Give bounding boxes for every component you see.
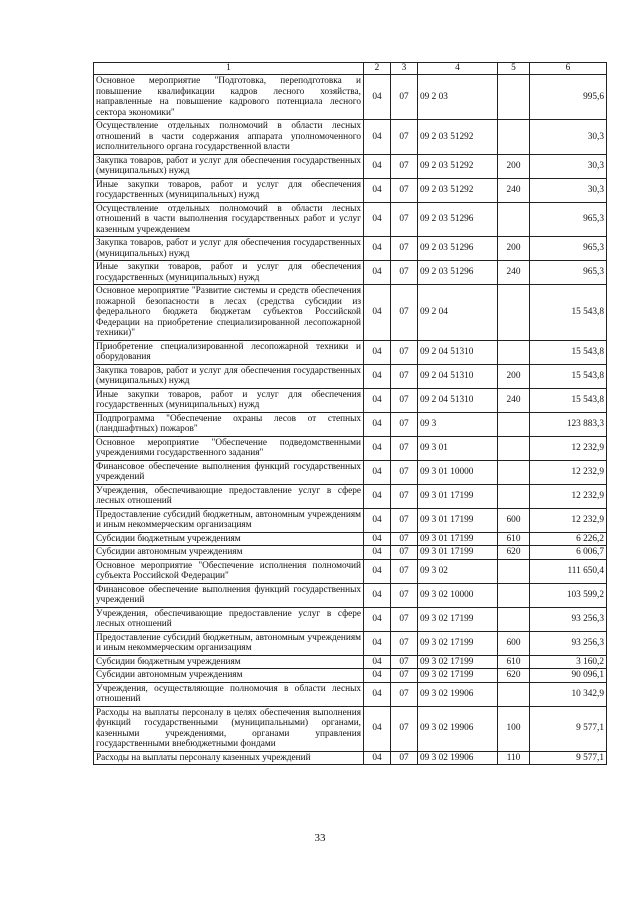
table-row: [94, 261, 607, 285]
table-row: [94, 154, 607, 178]
row-section-cell: 04: [364, 559, 391, 583]
row-amount-cell: 30,3: [530, 120, 607, 155]
table-row: [94, 364, 607, 388]
row-target-article-cell: 09 3 01 17199: [418, 484, 498, 508]
row-subsection-cell: 07: [391, 202, 418, 237]
table-row: [94, 546, 607, 560]
table-row: [94, 436, 607, 460]
row-name-cell: Учреждения, обеспечивающие предоставление услуг в сфере лесных отношений: [94, 607, 364, 631]
row-section-cell: 04: [364, 669, 391, 683]
row-expense-type-cell: 240: [498, 388, 530, 412]
row-target-article-cell: 09 3 01: [418, 436, 498, 460]
row-name-cell: Основное мероприятие "Развитие системы и средств обеспечения пожарной безопасности в лесах (средства субсидии из федерального бюджета бюджетам субъектов Российской Федерации на приобретение специализированной лесопожарной техники)": [94, 285, 364, 341]
row-section-cell: 04: [364, 202, 391, 237]
table-row: [94, 120, 607, 155]
row-target-article-cell: 09 3 02 17199: [418, 607, 498, 631]
row-subsection-cell: 07: [391, 546, 418, 560]
row-amount-cell: 15 543,8: [530, 388, 607, 412]
row-amount-cell: 3 160,2: [530, 655, 607, 669]
row-amount-cell: 965,3: [530, 261, 607, 285]
table-row: [94, 583, 607, 607]
row-target-article-cell: 09 3 02 17199: [418, 631, 498, 655]
row-amount-cell: 111 650,4: [530, 559, 607, 583]
row-target-article-cell: 09 3 01 17199: [418, 532, 498, 546]
row-amount-cell: 93 256,3: [530, 607, 607, 631]
row-section-cell: 04: [364, 412, 391, 436]
row-section-cell: 04: [364, 655, 391, 669]
row-name-cell: Закупка товаров, работ и услуг для обеспечения государственных (муниципальных) нужд: [94, 154, 364, 178]
row-target-article-cell: 09 3 02 17199: [418, 669, 498, 683]
row-amount-cell: 995,6: [530, 75, 607, 120]
budget-table: [93, 62, 607, 765]
row-name-cell: Субсидии бюджетным учреждениям: [94, 532, 364, 546]
row-expense-type-cell: [498, 682, 530, 706]
row-target-article-cell: 09 2 04 51310: [418, 364, 498, 388]
table-row: [94, 340, 607, 364]
row-expense-type-cell: [498, 559, 530, 583]
row-amount-cell: 12 232,9: [530, 436, 607, 460]
row-name-cell: Иные закупки товаров, работ и услуг для обеспечения государственных (муниципальных) нужд: [94, 178, 364, 202]
row-subsection-cell: 07: [391, 484, 418, 508]
row-section-cell: 04: [364, 682, 391, 706]
row-amount-cell: 15 543,8: [530, 340, 607, 364]
table-row: [94, 669, 607, 683]
row-amount-cell: 9 577,1: [530, 706, 607, 751]
row-target-article-cell: 09 3 02 17199: [418, 655, 498, 669]
row-target-article-cell: 09 2 03 51296: [418, 202, 498, 237]
row-subsection-cell: 07: [391, 178, 418, 202]
row-expense-type-cell: [498, 412, 530, 436]
table-row: [94, 202, 607, 237]
row-name-cell: Закупка товаров, работ и услуг для обеспечения государственных (муниципальных) нужд: [94, 364, 364, 388]
row-name-cell: Приобретение специализированной лесопожарной техники и оборудования: [94, 340, 364, 364]
row-expense-type-cell: [498, 202, 530, 237]
row-expense-type-cell: 200: [498, 237, 530, 261]
row-expense-type-cell: [498, 340, 530, 364]
row-name-cell: Субсидии автономным учреждениям: [94, 669, 364, 683]
row-amount-cell: 12 232,9: [530, 460, 607, 484]
row-amount-cell: 10 342,9: [530, 682, 607, 706]
row-amount-cell: 90 096,1: [530, 669, 607, 683]
row-name-cell: Субсидии бюджетным учреждениям: [94, 655, 364, 669]
row-subsection-cell: 07: [391, 607, 418, 631]
table-row: [94, 631, 607, 655]
row-name-cell: Закупка товаров, работ и услуг для обеспечения государственных (муниципальных) нужд: [94, 237, 364, 261]
table-row: [94, 285, 607, 341]
row-expense-type-cell: 620: [498, 546, 530, 560]
col-header-4: 4: [418, 63, 498, 75]
table-row: [94, 484, 607, 508]
row-expense-type-cell: [498, 436, 530, 460]
row-amount-cell: 12 232,9: [530, 484, 607, 508]
row-section-cell: 04: [364, 583, 391, 607]
row-name-cell: Расходы на выплаты персоналу в целях обеспечения выполнения функций государственными (муниципальными) органами, казенными учреждениями, органами управления государственными внебюджетными фондами: [94, 706, 364, 751]
table-row: [94, 559, 607, 583]
row-subsection-cell: 07: [391, 364, 418, 388]
row-target-article-cell: 09 2 03 51292: [418, 178, 498, 202]
row-target-article-cell: 09 3 02 19906: [418, 682, 498, 706]
row-amount-cell: 15 543,8: [530, 364, 607, 388]
row-section-cell: 04: [364, 364, 391, 388]
row-expense-type-cell: [498, 460, 530, 484]
row-section-cell: 04: [364, 484, 391, 508]
table-row: [94, 682, 607, 706]
table-row: [94, 508, 607, 532]
row-target-article-cell: 09 3 02 19906: [418, 751, 498, 765]
row-section-cell: 04: [364, 607, 391, 631]
row-expense-type-cell: [498, 583, 530, 607]
col-header-2: 2: [364, 63, 391, 75]
row-target-article-cell: 09 3: [418, 412, 498, 436]
row-target-article-cell: 09 3 02 19906: [418, 706, 498, 751]
row-expense-type-cell: 600: [498, 631, 530, 655]
row-target-article-cell: 09 3 01 10000: [418, 460, 498, 484]
row-name-cell: Основное мероприятие "Подготовка, переподготовка и повышение квалификации кадров лесного хозяйства, направленные на повышение кадрового потенциала лесного сектора экономики": [94, 75, 364, 120]
row-expense-type-cell: 610: [498, 532, 530, 546]
row-target-article-cell: 09 3 02 10000: [418, 583, 498, 607]
row-name-cell: Предоставление субсидий бюджетным, автономным учреждениям и иным некоммерческим организациям: [94, 631, 364, 655]
row-target-article-cell: 09 3 01 17199: [418, 508, 498, 532]
row-name-cell: Субсидии автономным учреждениям: [94, 546, 364, 560]
col-header-1: 1: [94, 63, 364, 75]
row-subsection-cell: 07: [391, 682, 418, 706]
row-amount-cell: 30,3: [530, 154, 607, 178]
row-section-cell: 04: [364, 706, 391, 751]
row-subsection-cell: 07: [391, 436, 418, 460]
row-subsection-cell: 07: [391, 460, 418, 484]
row-amount-cell: 965,3: [530, 202, 607, 237]
row-target-article-cell: 09 2 03: [418, 75, 498, 120]
table-row: [94, 655, 607, 669]
table-header-row: [94, 63, 607, 75]
row-subsection-cell: 07: [391, 559, 418, 583]
row-subsection-cell: 07: [391, 261, 418, 285]
row-section-cell: 04: [364, 178, 391, 202]
row-section-cell: 04: [364, 75, 391, 120]
row-name-cell: Подпрограмма "Обеспечение охраны лесов от степных (ландшафтных) пожаров": [94, 412, 364, 436]
row-section-cell: 04: [364, 285, 391, 341]
table-row: [94, 388, 607, 412]
table-row: [94, 706, 607, 751]
row-target-article-cell: 09 2 03 51296: [418, 261, 498, 285]
row-section-cell: 04: [364, 436, 391, 460]
row-subsection-cell: 07: [391, 388, 418, 412]
row-amount-cell: 123 883,3: [530, 412, 607, 436]
row-subsection-cell: 07: [391, 154, 418, 178]
row-amount-cell: 30,3: [530, 178, 607, 202]
table-row: [94, 412, 607, 436]
row-subsection-cell: 07: [391, 412, 418, 436]
row-amount-cell: 6 226,2: [530, 532, 607, 546]
row-section-cell: 04: [364, 154, 391, 178]
row-section-cell: 04: [364, 508, 391, 532]
row-name-cell: Учреждения, осуществляющие полномочия в области лесных отношений: [94, 682, 364, 706]
row-expense-type-cell: [498, 607, 530, 631]
row-amount-cell: 15 543,8: [530, 285, 607, 341]
row-section-cell: 04: [364, 751, 391, 765]
table-row: [94, 607, 607, 631]
row-subsection-cell: 07: [391, 75, 418, 120]
row-subsection-cell: 07: [391, 237, 418, 261]
row-amount-cell: 103 599,2: [530, 583, 607, 607]
row-name-cell: Учреждения, обеспечивающие предоставление услуг в сфере лесных отношений: [94, 484, 364, 508]
row-subsection-cell: 07: [391, 120, 418, 155]
table-body: [94, 75, 607, 765]
row-expense-type-cell: 110: [498, 751, 530, 765]
row-section-cell: 04: [364, 120, 391, 155]
page-number: 33: [314, 832, 326, 844]
row-name-cell: Иные закупки товаров, работ и услуг для обеспечения государственных (муниципальных) нужд: [94, 261, 364, 285]
row-section-cell: 04: [364, 237, 391, 261]
row-expense-type-cell: 200: [498, 154, 530, 178]
col-header-6: 6: [530, 63, 607, 75]
col-header-3: 3: [391, 63, 418, 75]
row-subsection-cell: 07: [391, 631, 418, 655]
row-subsection-cell: 07: [391, 508, 418, 532]
row-subsection-cell: 07: [391, 340, 418, 364]
row-name-cell: Финансовое обеспечение выполнения функций государственных учреждений: [94, 583, 364, 607]
row-amount-cell: 9 577,1: [530, 751, 607, 765]
row-expense-type-cell: 610: [498, 655, 530, 669]
table-row: [94, 75, 607, 120]
row-name-cell: Основное мероприятие "Обеспечение подведомственными учреждениями государственного задания": [94, 436, 364, 460]
row-subsection-cell: 07: [391, 532, 418, 546]
row-expense-type-cell: 240: [498, 178, 530, 202]
col-header-5: 5: [498, 63, 530, 75]
row-expense-type-cell: [498, 75, 530, 120]
row-section-cell: 04: [364, 460, 391, 484]
row-subsection-cell: 07: [391, 285, 418, 341]
row-target-article-cell: 09 2 03 51292: [418, 120, 498, 155]
row-target-article-cell: 09 3 02: [418, 559, 498, 583]
row-target-article-cell: 09 2 04 51310: [418, 340, 498, 364]
row-expense-type-cell: 600: [498, 508, 530, 532]
row-expense-type-cell: 620: [498, 669, 530, 683]
row-section-cell: 04: [364, 546, 391, 560]
row-amount-cell: 93 256,3: [530, 631, 607, 655]
row-section-cell: 04: [364, 631, 391, 655]
row-section-cell: 04: [364, 532, 391, 546]
table-row: [94, 532, 607, 546]
row-expense-type-cell: [498, 484, 530, 508]
row-target-article-cell: 09 3 01 17199: [418, 546, 498, 560]
row-name-cell: Осуществление отдельных полномочий в области лесных отношений в части содержания аппарата уполномоченного исполнительного органа государственной власти: [94, 120, 364, 155]
row-target-article-cell: 09 2 03 51292: [418, 154, 498, 178]
row-subsection-cell: 07: [391, 706, 418, 751]
row-expense-type-cell: 200: [498, 364, 530, 388]
row-name-cell: Предоставление субсидий бюджетным, автономным учреждениям и иным некоммерческим организациям: [94, 508, 364, 532]
row-subsection-cell: 07: [391, 751, 418, 765]
row-section-cell: 04: [364, 340, 391, 364]
row-target-article-cell: 09 2 03 51296: [418, 237, 498, 261]
table-row: [94, 237, 607, 261]
table-row: [94, 178, 607, 202]
row-subsection-cell: 07: [391, 655, 418, 669]
row-section-cell: 04: [364, 261, 391, 285]
row-subsection-cell: 07: [391, 583, 418, 607]
row-name-cell: Расходы на выплаты персоналу казенных учреждений: [94, 751, 364, 765]
table-row: [94, 460, 607, 484]
row-expense-type-cell: 240: [498, 261, 530, 285]
row-expense-type-cell: [498, 120, 530, 155]
row-name-cell: Финансовое обеспечение выполнения функций государственных учреждений: [94, 460, 364, 484]
row-target-article-cell: 09 2 04 51310: [418, 388, 498, 412]
row-name-cell: Осуществление отдельных полномочий в области лесных отношений в части выполнения государственных работ и услуг казенным учреждением: [94, 202, 364, 237]
row-amount-cell: 6 006,7: [530, 546, 607, 560]
row-expense-type-cell: 100: [498, 706, 530, 751]
row-section-cell: 04: [364, 388, 391, 412]
row-name-cell: Основное мероприятие "Обеспечение исполнения полномочий субъекта Российской Федерации": [94, 559, 364, 583]
table-row: [94, 751, 607, 765]
row-subsection-cell: 07: [391, 669, 418, 683]
row-amount-cell: 965,3: [530, 237, 607, 261]
row-expense-type-cell: [498, 285, 530, 341]
row-target-article-cell: 09 2 04: [418, 285, 498, 341]
row-name-cell: Иные закупки товаров, работ и услуг для обеспечения государственных (муниципальных) нужд: [94, 388, 364, 412]
row-amount-cell: 12 232,9: [530, 508, 607, 532]
